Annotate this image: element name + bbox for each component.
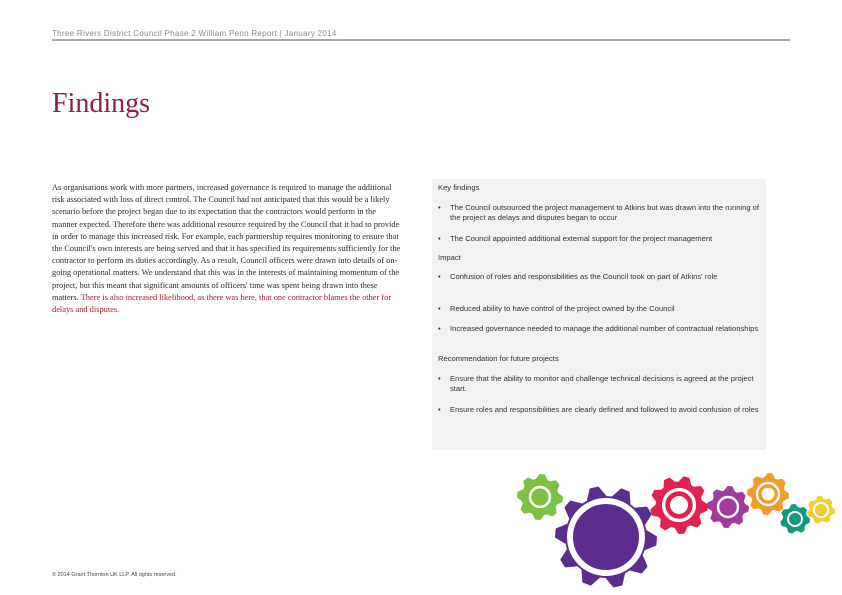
orange-gear-icon bbox=[748, 474, 788, 514]
magenta-gear-icon bbox=[708, 487, 748, 527]
header-rule bbox=[52, 39, 790, 41]
recommendation-heading: Recommendation for future projects bbox=[438, 354, 559, 363]
body-paragraph bbox=[52, 182, 402, 316]
page-title: Findings bbox=[52, 88, 151, 119]
red-gear-icon bbox=[651, 477, 707, 533]
bullet-icon: • bbox=[438, 203, 441, 212]
body-highlight: There is also increased likelihood, as there was here, that one contractor blames the other for delays and disputes. bbox=[52, 292, 392, 315]
key-findings-panel: Key findings • The Council outsourced the project management to Atkins but was drawn into the running of the project as delays and disputes began to occur • The Council appointed additional external support for the project management Impact • Confusion of roles and responsibilities as the Council took on part of Atkins' role • Reduced ability to have control of the project owned by the Council • Increased governance needed to manage the additional number of contractual relationships Recommendation for future projects • Ensure that the ability to monitor and challenge technical decisions is agreed at the project start. • Ensure roles and responsibilities are clearly defined and followed to avoid confusion of roles bbox=[432, 179, 766, 450]
bullet-icon: • bbox=[438, 234, 441, 243]
bullet-icon: • bbox=[438, 324, 441, 333]
bullet-icon: • bbox=[438, 374, 441, 383]
teal-gear-icon bbox=[781, 505, 809, 533]
body-text: As organisations work with more partners, increased governance is required to manage the additional risk associated with loss of direct control. The Council had not anticipated that this would be a likely scenario before the project began due to its expectation that the contractors would perform in the manner expected. Therefore there was additional resource required by the Council that it had to provide in order to manage this increased risk. For example, each partnership requires monitoring to ensure that the Council's own interests are being served and that it has specified its requirements sufficiently for the contractor to perform its duties accordingly. As a result, Council officers were drawn into details of on-going operational matters. We understand that this was in the interests of maintaining momentum of the project, but this meant that significant amounts of officers' time was spent being drawn into these matters. bbox=[52, 183, 401, 302]
yellow-gear-icon bbox=[808, 497, 834, 523]
gears-illustration bbox=[500, 460, 842, 595]
impact-heading: Impact bbox=[438, 253, 461, 262]
green-gear-icon bbox=[518, 475, 562, 519]
bullet-icon: • bbox=[438, 304, 441, 313]
key-findings-heading: Key findings bbox=[438, 183, 480, 192]
bullet-icon: • bbox=[438, 405, 441, 414]
bullet-icon: • bbox=[438, 272, 441, 281]
running-header: Three Rivers District Council Phase 2 William Penn Report | January 2014 bbox=[52, 29, 337, 38]
footer-copyright: © 2014 Grant Thornton UK LLP. All rights reserved. bbox=[52, 572, 177, 578]
purple-gear-icon bbox=[556, 488, 656, 587]
